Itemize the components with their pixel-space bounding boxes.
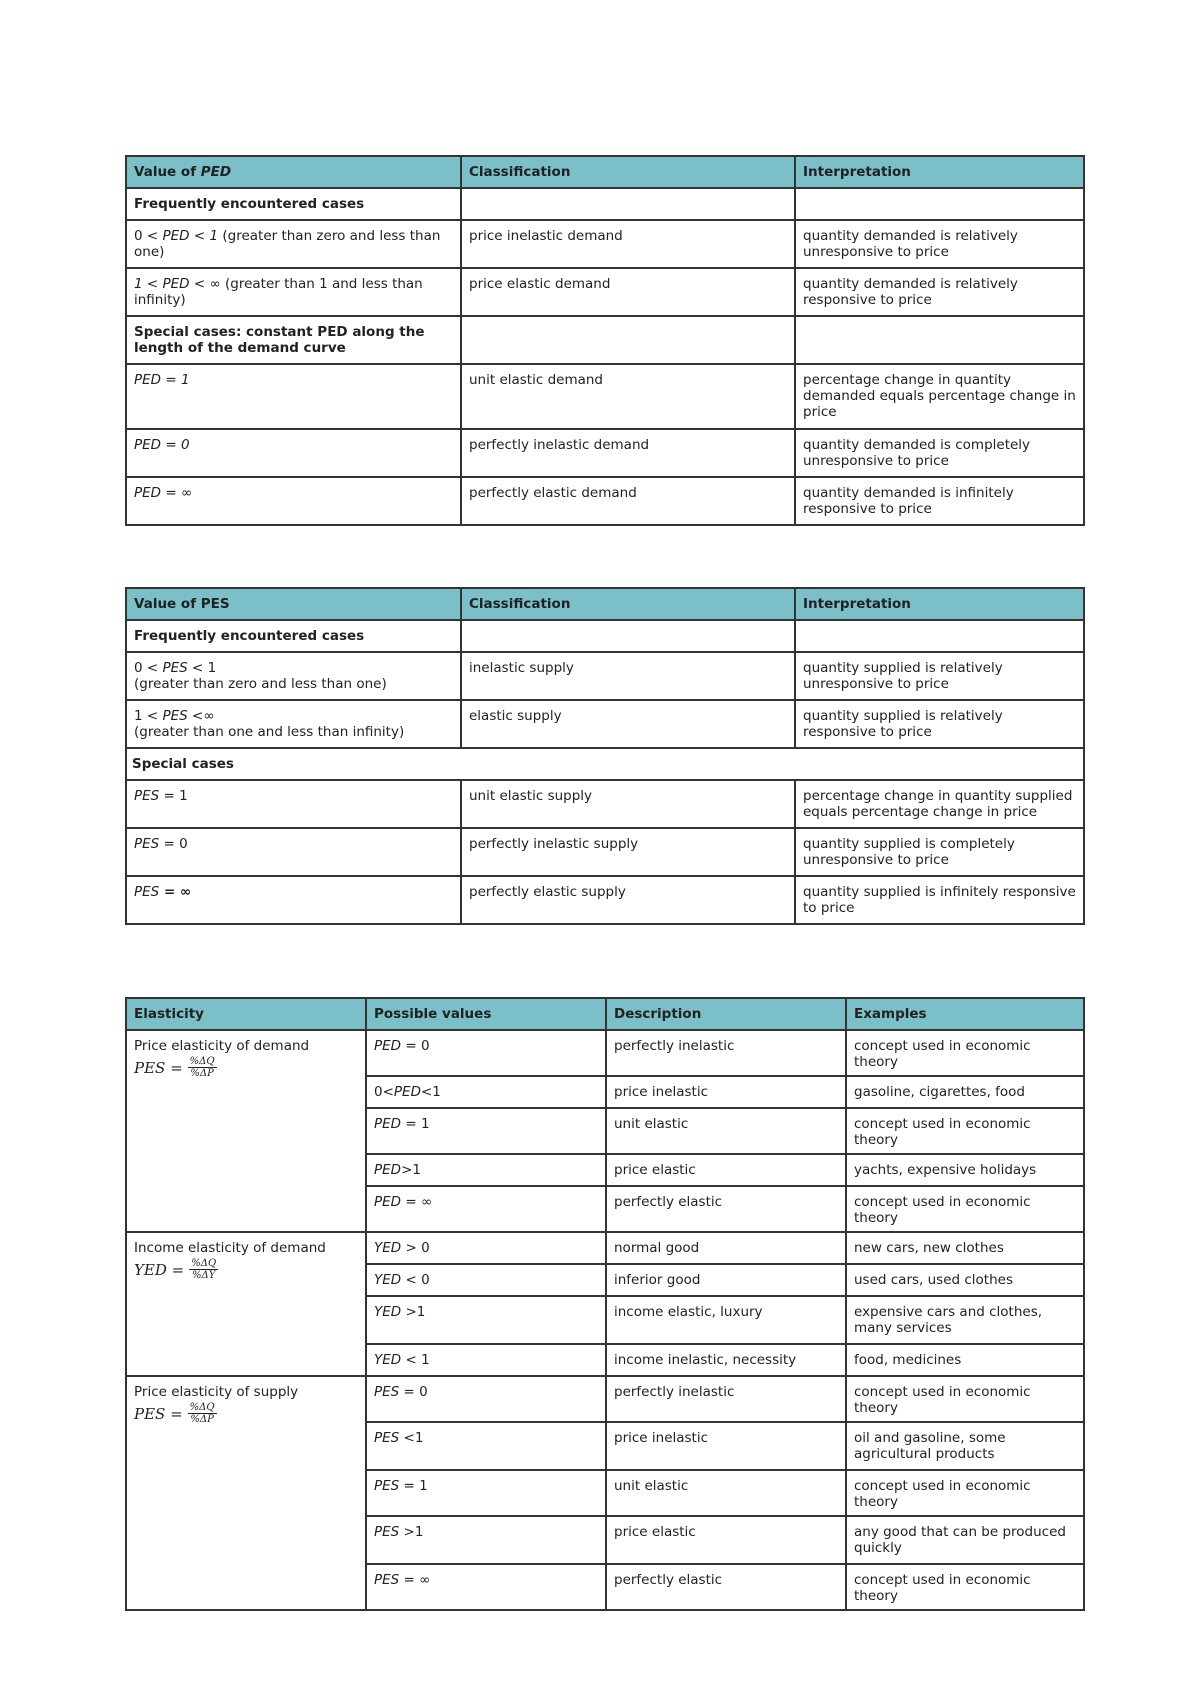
value-cell: YED < 0 xyxy=(366,1264,606,1296)
interpretation-cell: quantity supplied is relatively responsive to price xyxy=(795,700,1084,748)
description-cell: perfectly inelastic xyxy=(606,1376,846,1422)
value-cell: PED = 0 xyxy=(366,1030,606,1076)
table-row xyxy=(126,364,1084,429)
classification-cell: perfectly inelastic demand xyxy=(461,429,795,477)
value-cell: PES = ∞ xyxy=(126,876,461,924)
interpretation-cell: percentage change in quantity demanded equals percentage change in price xyxy=(795,364,1084,429)
interpretation-cell: quantity supplied is completely unresponsive to price xyxy=(795,828,1084,876)
value-cell: 1 < PED < ∞ (greater than 1 and less than infinity) xyxy=(126,268,461,316)
value-cell: PES <1 xyxy=(366,1422,606,1470)
value-cell: PED = ∞ xyxy=(366,1186,606,1232)
description-cell: inferior good xyxy=(606,1264,846,1296)
classification-cell: perfectly inelastic supply xyxy=(461,828,795,876)
value-cell: PES >1 xyxy=(366,1516,606,1564)
header-classification: Classification xyxy=(461,588,795,620)
examples-cell: yachts, expensive holidays xyxy=(846,1154,1084,1186)
table-row xyxy=(126,780,1084,828)
value-cell: PES = ∞ xyxy=(366,1564,606,1610)
elasticity-summary-table xyxy=(125,997,1085,1611)
value-cell: PED = 0 xyxy=(126,429,461,477)
description-cell: income inelastic, necessity xyxy=(606,1344,846,1376)
section-row xyxy=(126,316,1084,364)
description-cell: price elastic xyxy=(606,1154,846,1186)
header-possible-values: Possible values xyxy=(366,998,606,1030)
section-label: Special cases xyxy=(126,748,1084,780)
value-cell: PED = 1 xyxy=(126,364,461,429)
examples-cell: used cars, used clothes xyxy=(846,1264,1084,1296)
elasticity-group-cell xyxy=(126,1030,366,1232)
value-cell: 1 < PES <∞ (greater than one and less than infinity) xyxy=(126,700,461,748)
description-cell: unit elastic xyxy=(606,1108,846,1154)
table-row xyxy=(126,1232,1084,1264)
classification-cell: elastic supply xyxy=(461,700,795,748)
table-header-row xyxy=(126,998,1084,1030)
section-row xyxy=(126,748,1084,780)
description-cell: perfectly inelastic xyxy=(606,1030,846,1076)
header-examples: Examples xyxy=(846,998,1084,1030)
table-row xyxy=(126,876,1084,924)
table-row xyxy=(126,652,1084,700)
header-interpretation: Interpretation xyxy=(795,156,1084,188)
header-interpretation: Interpretation xyxy=(795,588,1084,620)
group-name: Income elasticity of demand xyxy=(134,1240,326,1256)
ped-table xyxy=(125,155,1085,526)
table-row xyxy=(126,220,1084,268)
classification-cell: perfectly elastic demand xyxy=(461,477,795,525)
classification-cell: unit elastic supply xyxy=(461,780,795,828)
examples-cell: oil and gasoline, some agricultural products xyxy=(846,1422,1084,1470)
description-cell: price elastic xyxy=(606,1516,846,1564)
table-row xyxy=(126,1030,1084,1076)
description-cell: price inelastic xyxy=(606,1076,846,1108)
header-elasticity: Elasticity xyxy=(126,998,366,1030)
examples-cell: new cars, new clothes xyxy=(846,1232,1084,1264)
table-row xyxy=(126,477,1084,525)
classification-cell: unit elastic demand xyxy=(461,364,795,429)
examples-cell: concept used in economic theory xyxy=(846,1564,1084,1610)
interpretation-cell: quantity demanded is completely unresponsive to price xyxy=(795,429,1084,477)
table-header-row xyxy=(126,588,1084,620)
interpretation-cell: percentage change in quantity supplied equals percentage change in price xyxy=(795,780,1084,828)
elasticity-group-cell xyxy=(126,1232,366,1376)
value-cell: PES = 0 xyxy=(366,1376,606,1422)
section-label: Frequently encountered cases xyxy=(126,620,461,652)
description-cell: income elastic, luxury xyxy=(606,1296,846,1344)
examples-cell: gasoline, cigarettes, food xyxy=(846,1076,1084,1108)
value-cell: YED < 1 xyxy=(366,1344,606,1376)
formula: PES = $\frac{\%\Delta Q}{\%\Delta P}$ xyxy=(134,1056,215,1079)
examples-cell: concept used in economic theory xyxy=(846,1376,1084,1422)
section-row xyxy=(126,620,1084,652)
examples-cell: concept used in economic theory xyxy=(846,1108,1084,1154)
value-cell: 0 < PED < 1 (greater than zero and less than one) xyxy=(126,220,461,268)
section-row xyxy=(126,188,1084,220)
table-row xyxy=(126,429,1084,477)
value-cell: YED >1 xyxy=(366,1296,606,1344)
formula: YED = $\frac{\%\Delta Q}{\%\Delta Y}$ xyxy=(134,1258,217,1281)
value-cell: 0 < PES < 1 (greater than zero and less than one) xyxy=(126,652,461,700)
interpretation-cell: quantity demanded is relatively responsive to price xyxy=(795,268,1084,316)
interpretation-cell: quantity supplied is relatively unresponsive to price xyxy=(795,652,1084,700)
examples-cell: concept used in economic theory xyxy=(846,1030,1084,1076)
header-value-of-ped: Value of PED xyxy=(126,156,461,188)
table-row xyxy=(126,828,1084,876)
value-cell: YED > 0 xyxy=(366,1232,606,1264)
examples-cell: concept used in economic theory xyxy=(846,1470,1084,1516)
value-cell: PED = ∞ xyxy=(126,477,461,525)
interpretation-cell: quantity supplied is infinitely responsive to price xyxy=(795,876,1084,924)
description-cell: normal good xyxy=(606,1232,846,1264)
classification-cell: perfectly elastic supply xyxy=(461,876,795,924)
interpretation-cell: quantity demanded is infinitely responsive to price xyxy=(795,477,1084,525)
examples-cell: food, medicines xyxy=(846,1344,1084,1376)
table-row xyxy=(126,700,1084,748)
description-cell: price inelastic xyxy=(606,1422,846,1470)
table-row xyxy=(126,1376,1084,1422)
description-cell: perfectly elastic xyxy=(606,1186,846,1232)
section-label: Special cases: constant PED along the length of the demand curve xyxy=(126,316,461,364)
formula: PES = $\frac{\%\Delta Q}{\%\Delta P}$ xyxy=(134,1402,215,1425)
header-description: Description xyxy=(606,998,846,1030)
classification-cell: price inelastic demand xyxy=(461,220,795,268)
value-cell: PED = 1 xyxy=(366,1108,606,1154)
table-header-row xyxy=(126,156,1084,188)
value-cell: PES = 1 xyxy=(366,1470,606,1516)
group-name: Price elasticity of supply xyxy=(134,1384,299,1400)
examples-cell: any good that can be produced quickly xyxy=(846,1516,1084,1564)
table-row xyxy=(126,268,1084,316)
pes-table xyxy=(125,587,1085,925)
section-label: Frequently encountered cases xyxy=(126,188,461,220)
group-name: Price elasticity of demand xyxy=(134,1038,310,1054)
description-cell: perfectly elastic xyxy=(606,1564,846,1610)
examples-cell: concept used in economic theory xyxy=(846,1186,1084,1232)
classification-cell: price elastic demand xyxy=(461,268,795,316)
header-classification: Classification xyxy=(461,156,795,188)
interpretation-cell: quantity demanded is relatively unresponsive to price xyxy=(795,220,1084,268)
value-cell: PES = 1 xyxy=(126,780,461,828)
description-cell: unit elastic xyxy=(606,1470,846,1516)
value-cell: 0<PED<1 xyxy=(366,1076,606,1108)
value-cell: PED>1 xyxy=(366,1154,606,1186)
elasticity-group-cell xyxy=(126,1376,366,1610)
header-value-of-pes: Value of PES xyxy=(126,588,461,620)
classification-cell: inelastic supply xyxy=(461,652,795,700)
examples-cell: expensive cars and clothes, many services xyxy=(846,1296,1084,1344)
value-cell: PES = 0 xyxy=(126,828,461,876)
